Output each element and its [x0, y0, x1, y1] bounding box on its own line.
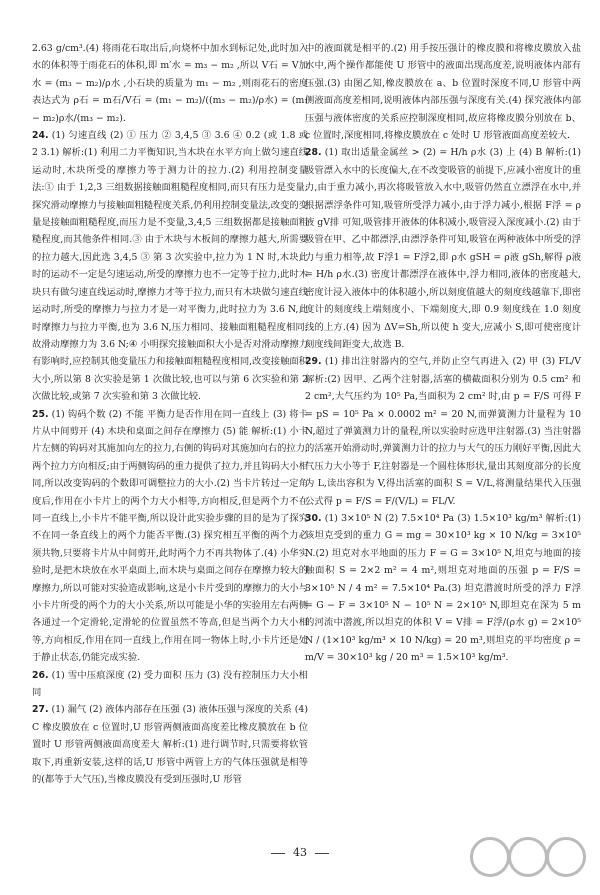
answer-25 [32, 406, 308, 667]
answer-text: (1) 排出注射器内的空气,并防止空气再进入 (2) 甲 (3) FL/V 解析:(2) 因甲、乙两个注射器,活塞的横截面积分别为 0.5 cm² 和 2 cm²,大气压约为 10⁵ Pa,当面积为 2 cm² 时,由 p = F/S 可得 F = pS = 10⁵ Pa × 0.0002 m² = 20 N,而弹簧测力计量程为 10 N,超过了弹簧测力计的量程,所以实验时应选甲注射器.(3) 当注射器的活塞开始滑动时,弹簧测力计的拉力与大气的压力刚好平衡,因此大气压力大小等于 F,注射器是一个圆柱体形状,量出其刻度部分的长度为 L,读出容积为 V,得出活塞的面积 S = V/L,将测量结果代入压强公式得 p = F/S = F/(V/L) = FL/V. [305, 356, 581, 507]
answer-24 [32, 127, 308, 406]
answer-text: (1) 雪中压痕深度 (2) 受力面积 压力 (3) 没有控制压力大小相同 [32, 669, 308, 699]
question-number: 27. [32, 704, 49, 716]
answer-27 [32, 701, 308, 788]
page-number: 43 [0, 846, 600, 859]
watermark-logo [468, 835, 586, 887]
question-number: 30. [305, 512, 322, 524]
left-column [32, 40, 308, 788]
continued-answer: 中的液面就是相平的.(2) 用手按压强计的橡皮膜和将橡皮膜放入盐水中,两个操作都能使 U 形管中的液面出现高度差,说明液体内部有压强.(3) 由图乙知,橡皮膜放在 a、b 位置时深度不同,U 形管中两侧液面高度差相同,说明液体内部压强与深度有关.(4) 探究液体内部压强与液体密度的关系应控制深度相同,故应将橡皮膜分别放在 b、c 位置时,深度相同,将橡皮膜放在 c 处时 U 形管液面高度差较大. [305, 43, 581, 142]
answer-text: (1) 取出适量金属丝 > (2) = H/h ρ水 (3) 上 (4) B 解析:(1) 吸管漂入水中的长度偏大,在不改变吸管的前提下,应减小密度计的重力,由于重力减小,再次将吸管放入水中,吸管仍然直立漂浮在水中,并根据漂浮条件可知,吸管所受浮力减小,由于浮力减小,根据 F浮 = ρ液 gV排 可知,吸管排开液体的体积减小,吸管浸入深度减小.(2) 由于吸管在甲、乙中都漂浮,由漂浮条件可知,吸管在两种液体中所受的浮力与重力相等,故 F浮1 = F浮2,即 ρ水 gSH = ρ液 gSh,解得 ρ液 = H/h ρ水.(3) 密度计都漂浮在液体中,浮力相同,液体的密度越大,密度计浸入液体中的体积越小,所以刻度值越大的刻度线越靠下,即密度计的刻度线上端刻度小、下端刻度大,即 0.9 刻度线在 1.0 刻度线的上方.(4) 因为 ΔV=Sh,所以使 h 变大,应减小 S,即可使密度计刻度线间距变大,故选 B. [305, 147, 581, 350]
answer-29 [305, 353, 581, 510]
question-number: 24. [32, 130, 49, 142]
answer-text: (1) 匀速直线 (2) ① 压力 ② 3,4,5 ③ 3.6 ④ 0.2 (或 1.8 或 2 3.1) 解析:(1) 利用二力平衡知识,当木块在水平方向上做匀速直线运动时,木块所受的摩擦力等于测力计的拉力.(2) 利用控制变量法:① 由于 1,2,3 三组数据接触面粗糙程度相同,而只有压力是变量;探究滑动摩擦力与接触面粗糙程度关系,仍利用控制变量法,改变的变量是接触面粗糙程度,而压力是不变量,3,4,5 三组数据都是接触面粗糙程度,而其他条件相同.③ 由于木块与木板间的摩擦力越大,所需要的拉力越大,因此选 3,4,5 ③ 第 3 次实验中,拉力为 1 N 时,木块此时的运动不一定是匀速运动,所受的摩擦力也不一定等于拉力,此时木块只有做匀速直线运动时,摩擦力才等于拉力,而只有木块做匀速直线运动时,所受的摩擦力与拉力才是一对平衡力,此时拉力为 3.6 N,此时摩擦力与拉力平衡,也为 3.6 N,压力相同、接触面粗糙程度相同,故滑动摩擦力为 3.6 N;④ 小明探究接触面积大小是否对滑动摩擦力有影响时,应控制其他变量压力和接触面粗糙程度相同,改变接触面积大小,所以第 8 次实验是第 1 次做比较,也可以与第 6 次实验和第 2 次做比较,或第 7 次实验和第 3 次做比较. [32, 130, 308, 403]
answer-26 [32, 667, 308, 702]
question-number: 25. [32, 408, 49, 420]
answer-text: (1) 漏气 (2) 液体内部存在压强 (3) 液体压强与深度的关系 (4) C 橡皮膜放在 c 位置时,U 形管两侧液面高度差比橡皮膜放在 b 位置时 U 形管两侧液面高度差大 解析:(1) 进行调节时,只需要将软管取下,再重新安装,这样的话,U 形管中两管上方的气体压强就是相等的(都等于大气压),当橡皮膜没有受到压强时,U 形管 [32, 704, 308, 786]
answer-30 [305, 510, 581, 667]
question-number: 28. [305, 147, 322, 159]
continued-answer: 2.63 g/cm³.(4) 将雨花石取出后,向烧杯中加水到标记处,此时加入水的体积等于雨花石的体积,即 m′水 = m₃ − m₂ ,所以 V石 = V加水 = (m₃ − m₂)/ρ水 ,小石块的质量为 m₁ − m₂ ,则雨花石的密度表达式为 ρ石 = m石/V石 = (m₁ − m₂)/((m₃ − m₂)/ρ水) = (m₁ − m₂)ρ水/(m₃ − m₂). [32, 43, 308, 124]
question-number: 29. [305, 356, 322, 368]
answer-text: (1) 钩码个数 (2) 不能 平衡力是否作用在同一直线上 (3) 将卡片从中间剪开 (4) 木块和桌面之间存在摩擦力 (5) 能 解析:(1) 小卡片左侧的钩码对其施加向左的拉力,右侧的钩码对其施加向右的拉力,两个拉力方向相反;由于两侧钩码的重力提供了拉力,并且钩码大小相同,所以改变钩码的个数即可调整拉力的大小.(2) 当卡片转过一定角度后,作用在小卡片上的两个力大小相等,方向相反,但是两个力不在同一直线上,小卡片不能平衡,所以设计此实验步骤的目的是为了探究不在同一条直线上的两个力能否平衡.(3) 探究相互平衡的两个力必须共物,只要将卡片从中间剪开,此时两个力不再共物体了.(4) 小华实验时,是把木块放在水平桌面上,而木块与桌面之间存在摩擦力较大的摩擦力,所以可能对实验造成影响,这是小卡片受到的摩擦力的大小与小卡片所受的两个力的大小关系,所以可能是小华的实验用左右两侧各通过一个定滑轮,定滑轮的位置虽然不等高,但是当两个力大小相等,方向相反,作用在同一直线上,作用在同一物体上时,小卡片还是处于静止状态,仍能完成实验. [32, 408, 309, 664]
answer-28 [305, 144, 581, 353]
question-number: 26. [32, 669, 49, 681]
right-column [305, 40, 581, 667]
answer-text: (1) 3×10⁵ N (2) 7.5×10⁴ Pa (3) 1.5×10³ kg/m³ 解析:(1) 该坦克受到的重力 G = mg = 30×10³ kg × 10 N/kg = 3×10⁵ N.(2) 坦克对水平地面的压力 F = G = 3×10⁵ N,坦克与地面的接触面积 S = 2×2 m² = 4 m²,则坦克对地面的压强 p = F/S = 3×10⁵ N / 4 m² = 7.5×10⁴ Pa.(3) 坦克潜渡时所受的浮力 F浮 = G − F = 3×10⁵ N − 10⁵ N = 2×10⁵ N,即坦克在深为 5 m 的河流中潜渡,所以坦克的体积 V = V排 = F浮/(ρ水 g) = 2×10⁵ N / (1×10³ kg/m³ × 10 N/kg) = 20 m³,则坦克的平均密度 ρ = m/V = 30×10³ kg / 20 m³ = 1.5×10³ kg/m³. [305, 512, 581, 664]
